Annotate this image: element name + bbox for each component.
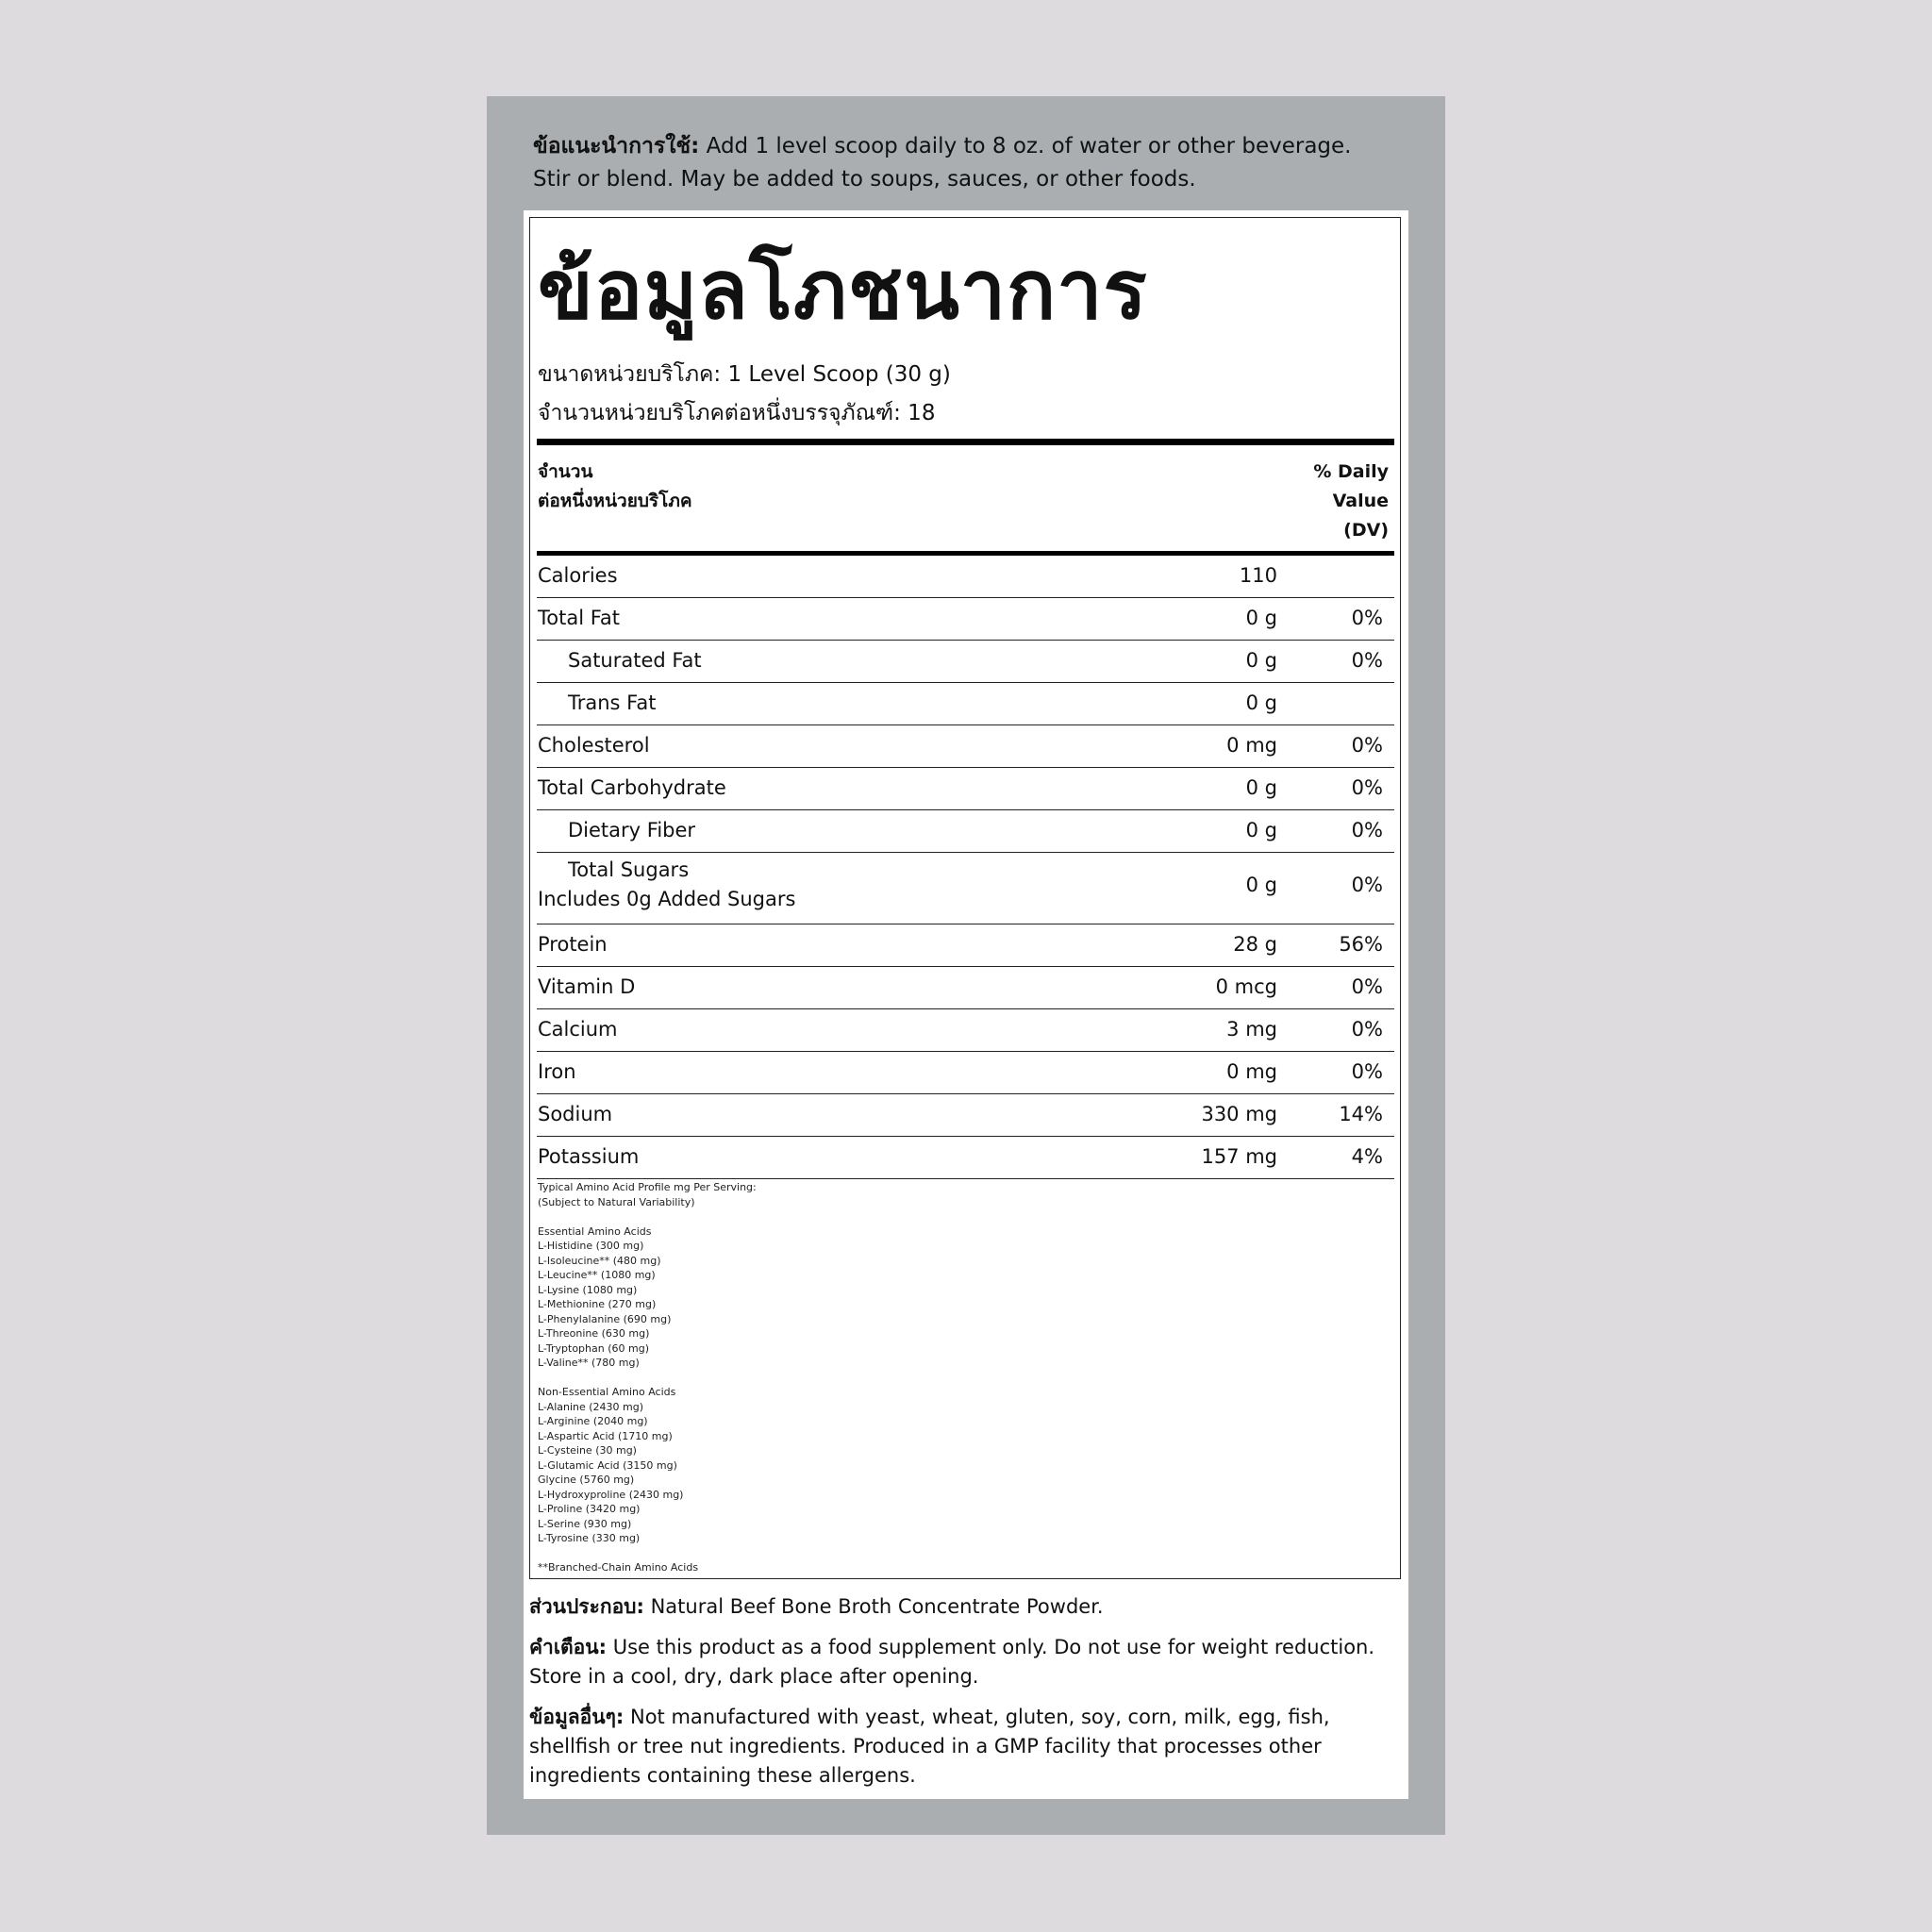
amino-acid-profile — [538, 1180, 757, 1575]
nutrient-daily-value: 0% — [1351, 874, 1383, 896]
amino-acid-line: **Branched-Chain Amino Acids — [538, 1561, 699, 1574]
header-left-line-2: ต่อหนึ่งหน่วยบริโภค — [538, 491, 692, 511]
amino-acid-line — [538, 1371, 757, 1386]
nutrient-name: Vitamin D — [538, 975, 636, 998]
amino-acid-line: Essential Amino Acids — [538, 1224, 652, 1238]
ingredients-label: ส่วนประกอบ: — [529, 1595, 644, 1618]
directions-body: Add 1 level scoop daily to 8 oz. of water or other beverage. Stir or blend. May be added to soups, sauces, or other foods. — [533, 134, 1352, 192]
nutrient-amount: 157 mg — [1201, 1145, 1277, 1168]
amino-acid-line — [538, 1209, 757, 1224]
nutrient-amount: 0 mg — [1226, 734, 1277, 757]
nutrient-name: Calcium — [538, 1018, 618, 1041]
nutrient-row — [537, 1052, 1394, 1094]
amino-acid-line: L-Tyrosine (330 mg) — [538, 1532, 641, 1544]
nutrient-daily-value: 14% — [1339, 1103, 1383, 1125]
nutrient-daily-value: 0% — [1351, 776, 1383, 799]
amino-acid-line: L-Serine (930 mg) — [538, 1517, 632, 1530]
nutrition-facts-title: ข้อมูลโภชนาการ — [538, 243, 1148, 338]
header-left-line-1: จำนวน — [538, 461, 593, 482]
header-right-line-1: % Daily — [1313, 461, 1389, 482]
nutrient-name: Calories — [538, 564, 618, 587]
nutrient-amount: 110 — [1239, 564, 1277, 587]
nutrient-row — [537, 598, 1394, 641]
header-right-line-2: Value — [1332, 491, 1389, 511]
serving-size: ขนาดหน่วยบริโภค: 1 Level Scoop (30 g) — [538, 362, 951, 387]
nutrient-daily-value: 0% — [1351, 734, 1383, 757]
nutrient-amount: 0 g — [1245, 874, 1277, 896]
nutrient-row — [537, 683, 1394, 725]
nutrient-name: Total Sugars — [568, 858, 690, 881]
amino-acid-line: Non-Essential Amino Acids — [538, 1386, 676, 1398]
nutrient-name: Potassium — [538, 1145, 640, 1168]
directions-label: ข้อแนะนำการใช้: — [533, 134, 700, 158]
nutrient-amount: 0 mcg — [1215, 975, 1277, 998]
amino-acid-line: L-Cysteine (30 mg) — [538, 1444, 637, 1457]
nutrient-name: Dietary Fiber — [568, 819, 696, 841]
amino-acid-line: L-Lysine (1080 mg) — [538, 1283, 638, 1296]
nutrient-amount: 0 g — [1245, 819, 1277, 841]
nutrient-row — [537, 641, 1394, 683]
nutrient-name: Protein — [538, 933, 608, 956]
other-info-body: Not manufactured with yeast, wheat, gluten, soy, corn, milk, egg, fish, shellfish or tree nut ingredients. Produced in a GMP facility that processes other ingredients containing these allergens. — [529, 1706, 1330, 1787]
nutrient-row — [537, 1094, 1394, 1137]
nutrient-name: Cholesterol — [538, 734, 650, 757]
servings-per-container: จำนวนหน่วยบริโภคต่อหนึ่งบรรจุภัณฑ์: 18 — [538, 401, 936, 425]
nutrition-facts-box — [529, 217, 1401, 1579]
nutrient-daily-value: 0% — [1351, 1060, 1383, 1083]
nutrient-amount: 330 mg — [1201, 1103, 1277, 1125]
nutrient-daily-value: 4% — [1351, 1145, 1383, 1168]
amino-acid-line: L-Hydroxyproline (2430 mg) — [538, 1488, 684, 1501]
nutrient-amount: 28 g — [1233, 933, 1277, 956]
nutrient-amount: 0 mg — [1226, 1060, 1277, 1083]
nutrient-daily-value: 0% — [1351, 819, 1383, 841]
amino-acid-line: L-Proline (3420 mg) — [538, 1503, 641, 1515]
other-info-label: ข้อมูลอื่นๆ: — [529, 1706, 625, 1728]
nutrient-amount: 0 g — [1245, 691, 1277, 714]
amino-acid-line: L-Glutamic Acid (3150 mg) — [538, 1458, 677, 1472]
amino-acid-line: L-Alanine (2430 mg) — [538, 1400, 644, 1413]
nutrient-row — [537, 810, 1394, 853]
nutrient-daily-value: 0% — [1351, 649, 1383, 672]
nutrient-name: Total Fat — [538, 607, 620, 629]
amino-acid-line: L-Isoleucine** (480 mg) — [538, 1254, 661, 1267]
nutrient-daily-value: 0% — [1351, 1018, 1383, 1041]
amount-per-serving-header — [538, 458, 692, 516]
nutrient-daily-value: 56% — [1339, 933, 1383, 956]
amino-acid-line: L-Threonine (630 mg) — [538, 1327, 650, 1340]
nutrient-daily-value: 0% — [1351, 607, 1383, 629]
amino-acid-line: L-Aspartic Acid (1710 mg) — [538, 1429, 673, 1442]
nutrient-name: Total Carbohydrate — [538, 776, 726, 799]
nutrient-name: Trans Fat — [568, 691, 657, 714]
warning-label: คำเตือน: — [529, 1636, 608, 1658]
nutrient-row — [537, 1009, 1394, 1052]
nutrient-amount: 0 g — [1245, 776, 1277, 799]
ingredients-text — [529, 1592, 1407, 1622]
nutrient-row — [537, 725, 1394, 768]
amino-acid-line: L-Tryptophan (60 mg) — [538, 1341, 649, 1355]
nutrient-row — [537, 1137, 1394, 1179]
amino-acid-line: (Subject to Natural Variability) — [538, 1195, 695, 1208]
amino-acid-line: L-Histidine (300 mg) — [538, 1240, 644, 1252]
amino-acid-line: L-Arginine (2040 mg) — [538, 1415, 648, 1427]
header-right-line-3: (DV) — [1343, 520, 1389, 541]
nutrient-name: Saturated Fat — [568, 649, 702, 672]
nutrient-daily-value: 0% — [1351, 975, 1383, 998]
warning-body: Use this product as a food supplement only. Do not use for weight reduction. Store in a cool, dry, dark place after opening. — [529, 1636, 1375, 1688]
thick-divider — [537, 439, 1394, 445]
nutrient-name: Sodium — [538, 1103, 613, 1125]
nutrient-name: Iron — [538, 1060, 576, 1083]
amino-acid-line: L-Methionine (270 mg) — [538, 1298, 657, 1310]
nutrient-row — [537, 924, 1394, 967]
nutrient-amount: 0 g — [1245, 607, 1277, 629]
nutrient-row — [537, 556, 1394, 598]
amino-acid-line: L-Leucine** (1080 mg) — [538, 1269, 656, 1281]
nutrient-row — [537, 967, 1394, 1009]
nutrient-amount: 3 mg — [1226, 1018, 1277, 1041]
amino-acid-line: L-Phenylalanine (690 mg) — [538, 1312, 672, 1325]
amino-acid-line: L-Valine** (780 mg) — [538, 1357, 640, 1369]
added-sugars-note: Includes 0g Added Sugars — [538, 888, 796, 910]
nutrient-row — [537, 768, 1394, 810]
directions-text — [533, 130, 1373, 196]
daily-value-header — [1313, 458, 1389, 545]
other-info-text — [529, 1703, 1407, 1790]
amino-acid-line: Typical Amino Acid Profile mg Per Serving: — [538, 1181, 757, 1193]
nutrient-row — [537, 853, 1394, 924]
amino-acid-line — [538, 1546, 757, 1561]
warning-text — [529, 1633, 1407, 1691]
ingredients-body: Natural Beef Bone Broth Concentrate Powder. — [643, 1595, 1104, 1618]
nutrient-amount: 0 g — [1245, 649, 1277, 672]
amino-acid-line: Glycine (5760 mg) — [538, 1474, 635, 1486]
